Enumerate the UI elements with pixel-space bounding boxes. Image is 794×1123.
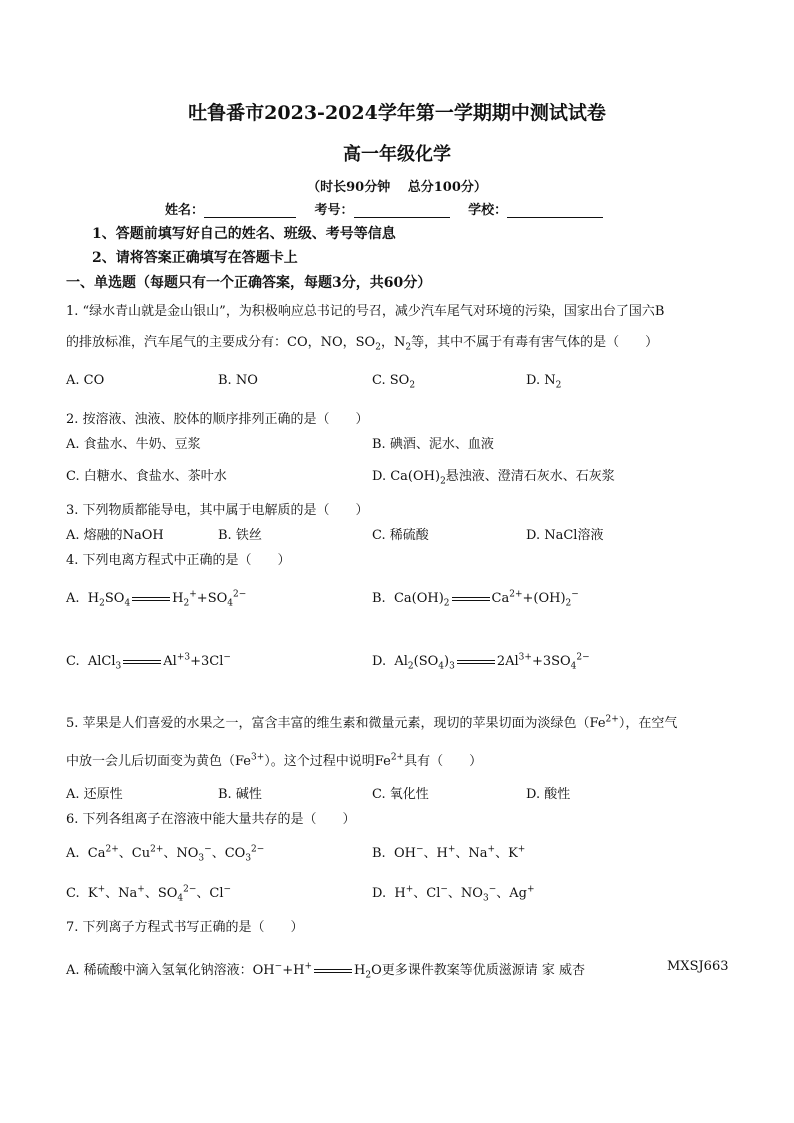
q3-option-a[interactable]: A. 熔融的NaOH xyxy=(66,528,164,543)
q4-option-c[interactable]: C. AlCl$_3$ $Al^{+3}+3Cl^-$ xyxy=(66,652,231,672)
info-row xyxy=(165,199,603,218)
school-blank[interactable] xyxy=(507,203,603,218)
name-label: 姓名： xyxy=(165,203,205,218)
q4-option-a[interactable]: A. $H_2SO_4$ $H_2^++SO_4^{2-}$ xyxy=(66,589,247,609)
page-subtitle: 高一年级化学 xyxy=(343,144,451,165)
instruction-1: 1、答题前填写好自己的姓名、班级、考号等信息 xyxy=(92,226,396,242)
q2-option-a[interactable]: A. 食盐水、牛奶、豆浆 xyxy=(66,437,201,452)
q6-option-b[interactable]: B. OH−、H+、Na+、K+ xyxy=(372,844,526,861)
q6-option-d[interactable]: D. H+、Cl−、$NO_3^-$、Ag+ xyxy=(372,884,535,904)
q7-option-a[interactable]: A. 稀硫酸中滴入氢氧化钠溶液：OH−+H+ $H_2O$更多课件教案等优质滋源请 家 威杏 xyxy=(66,961,585,981)
page-title: 吐鲁番市2023-2024学年第一学期期中测试试卷 xyxy=(188,102,606,124)
q1-line2: 的排放标准，汽车尾气的主要成分有：CO，NO，$SO_2$，$N_2$等，其中不属于有毒有害气体的是（ ） xyxy=(66,335,659,353)
id-label: 考号： xyxy=(314,203,354,218)
q3-option-b[interactable]: B. 铁丝 xyxy=(218,528,262,543)
instruction-2: 2、请将答案正确填写在答题卡上 xyxy=(92,250,298,266)
q5-line2: 中放一会儿后切面变为黄色$(Fe^{3+})$。这个过程中说明$Fe^{2+}$具有（ ） xyxy=(66,752,483,769)
q3-option-d[interactable]: D. NaCl溶液 xyxy=(526,528,604,543)
q2-stem: 2. 按溶液、浊液、胶体的顺序排列正确的是（ ） xyxy=(66,412,369,427)
q2-option-d[interactable]: D. $Ca(OH)_2$悬浊液、澄清石灰水、石灰浆 xyxy=(372,469,615,487)
q4-option-d[interactable]: D. $Al_2(SO_4)_3$ $2Al^{3+}+3SO_4^{2-}$ xyxy=(372,652,590,672)
name-blank[interactable] xyxy=(204,203,296,218)
q6-option-c[interactable]: C. K+、Na+、$SO_4^{2-}$、Cl− xyxy=(66,884,232,904)
q5-option-a[interactable]: A. 还原性 xyxy=(66,787,123,802)
q1-option-d[interactable]: D. $N_2$ xyxy=(526,373,562,391)
q6-stem: 6. 下列各组离子在溶液中能大量共存的是（ ） xyxy=(66,812,356,827)
q1-option-c[interactable]: C. $SO_2$ xyxy=(372,373,416,391)
footer-code: MXSJ663 xyxy=(667,959,729,974)
q2-option-b[interactable]: B. 碘酒、泥水、血液 xyxy=(372,437,494,452)
q1-option-a[interactable]: A. CO xyxy=(66,373,105,388)
q5-option-b[interactable]: B. 碱性 xyxy=(218,787,262,802)
q3-option-c[interactable]: C. 稀硫酸 xyxy=(372,528,429,543)
q5-option-c[interactable]: C. 氧化性 xyxy=(372,787,429,802)
q1-option-b[interactable]: B. NO xyxy=(218,373,258,388)
q4-stem: 4. 下列电离方程式中正确的是（ ） xyxy=(66,553,291,568)
q6-option-a[interactable]: A. $Ca^{2+}$、$Cu^{2+}$、$NO_3^-$、$CO_3^{2-}$ xyxy=(66,844,265,864)
exam-duration: （时长90分钟 总分100分） xyxy=(307,180,487,195)
q2-option-c[interactable]: C. 白糖水、食盐水、茶叶水 xyxy=(66,469,227,484)
q3-stem: 3. 下列物质都能导电，其中属于电解质的是（ ） xyxy=(66,503,369,518)
q5-line1: 5. 苹果是人们喜爱的水果之一，富含丰富的维生素和微量元素，现切的苹果切面为淡绿色$(Fe^{2+})$，在空气 xyxy=(66,714,678,731)
section-heading: 一、单选题（每题只有一个正确答案，每题3分，共60分） xyxy=(66,275,432,291)
q7-stem: 7. 下列离子方程式书写正确的是（ ） xyxy=(66,920,304,935)
q4-option-b[interactable]: B. $Ca(OH)_2$ $Ca^{2+}+(OH)_2^-$ xyxy=(372,589,579,609)
q5-option-d[interactable]: D. 酸性 xyxy=(526,787,571,802)
id-blank[interactable] xyxy=(354,203,450,218)
school-label: 学校： xyxy=(468,203,508,218)
q1-line1: 1. “绿水青山就是金山银山”，为积极响应总书记的号召，减少汽车尾气对环境的污染，国家出台了国六B xyxy=(66,304,665,319)
